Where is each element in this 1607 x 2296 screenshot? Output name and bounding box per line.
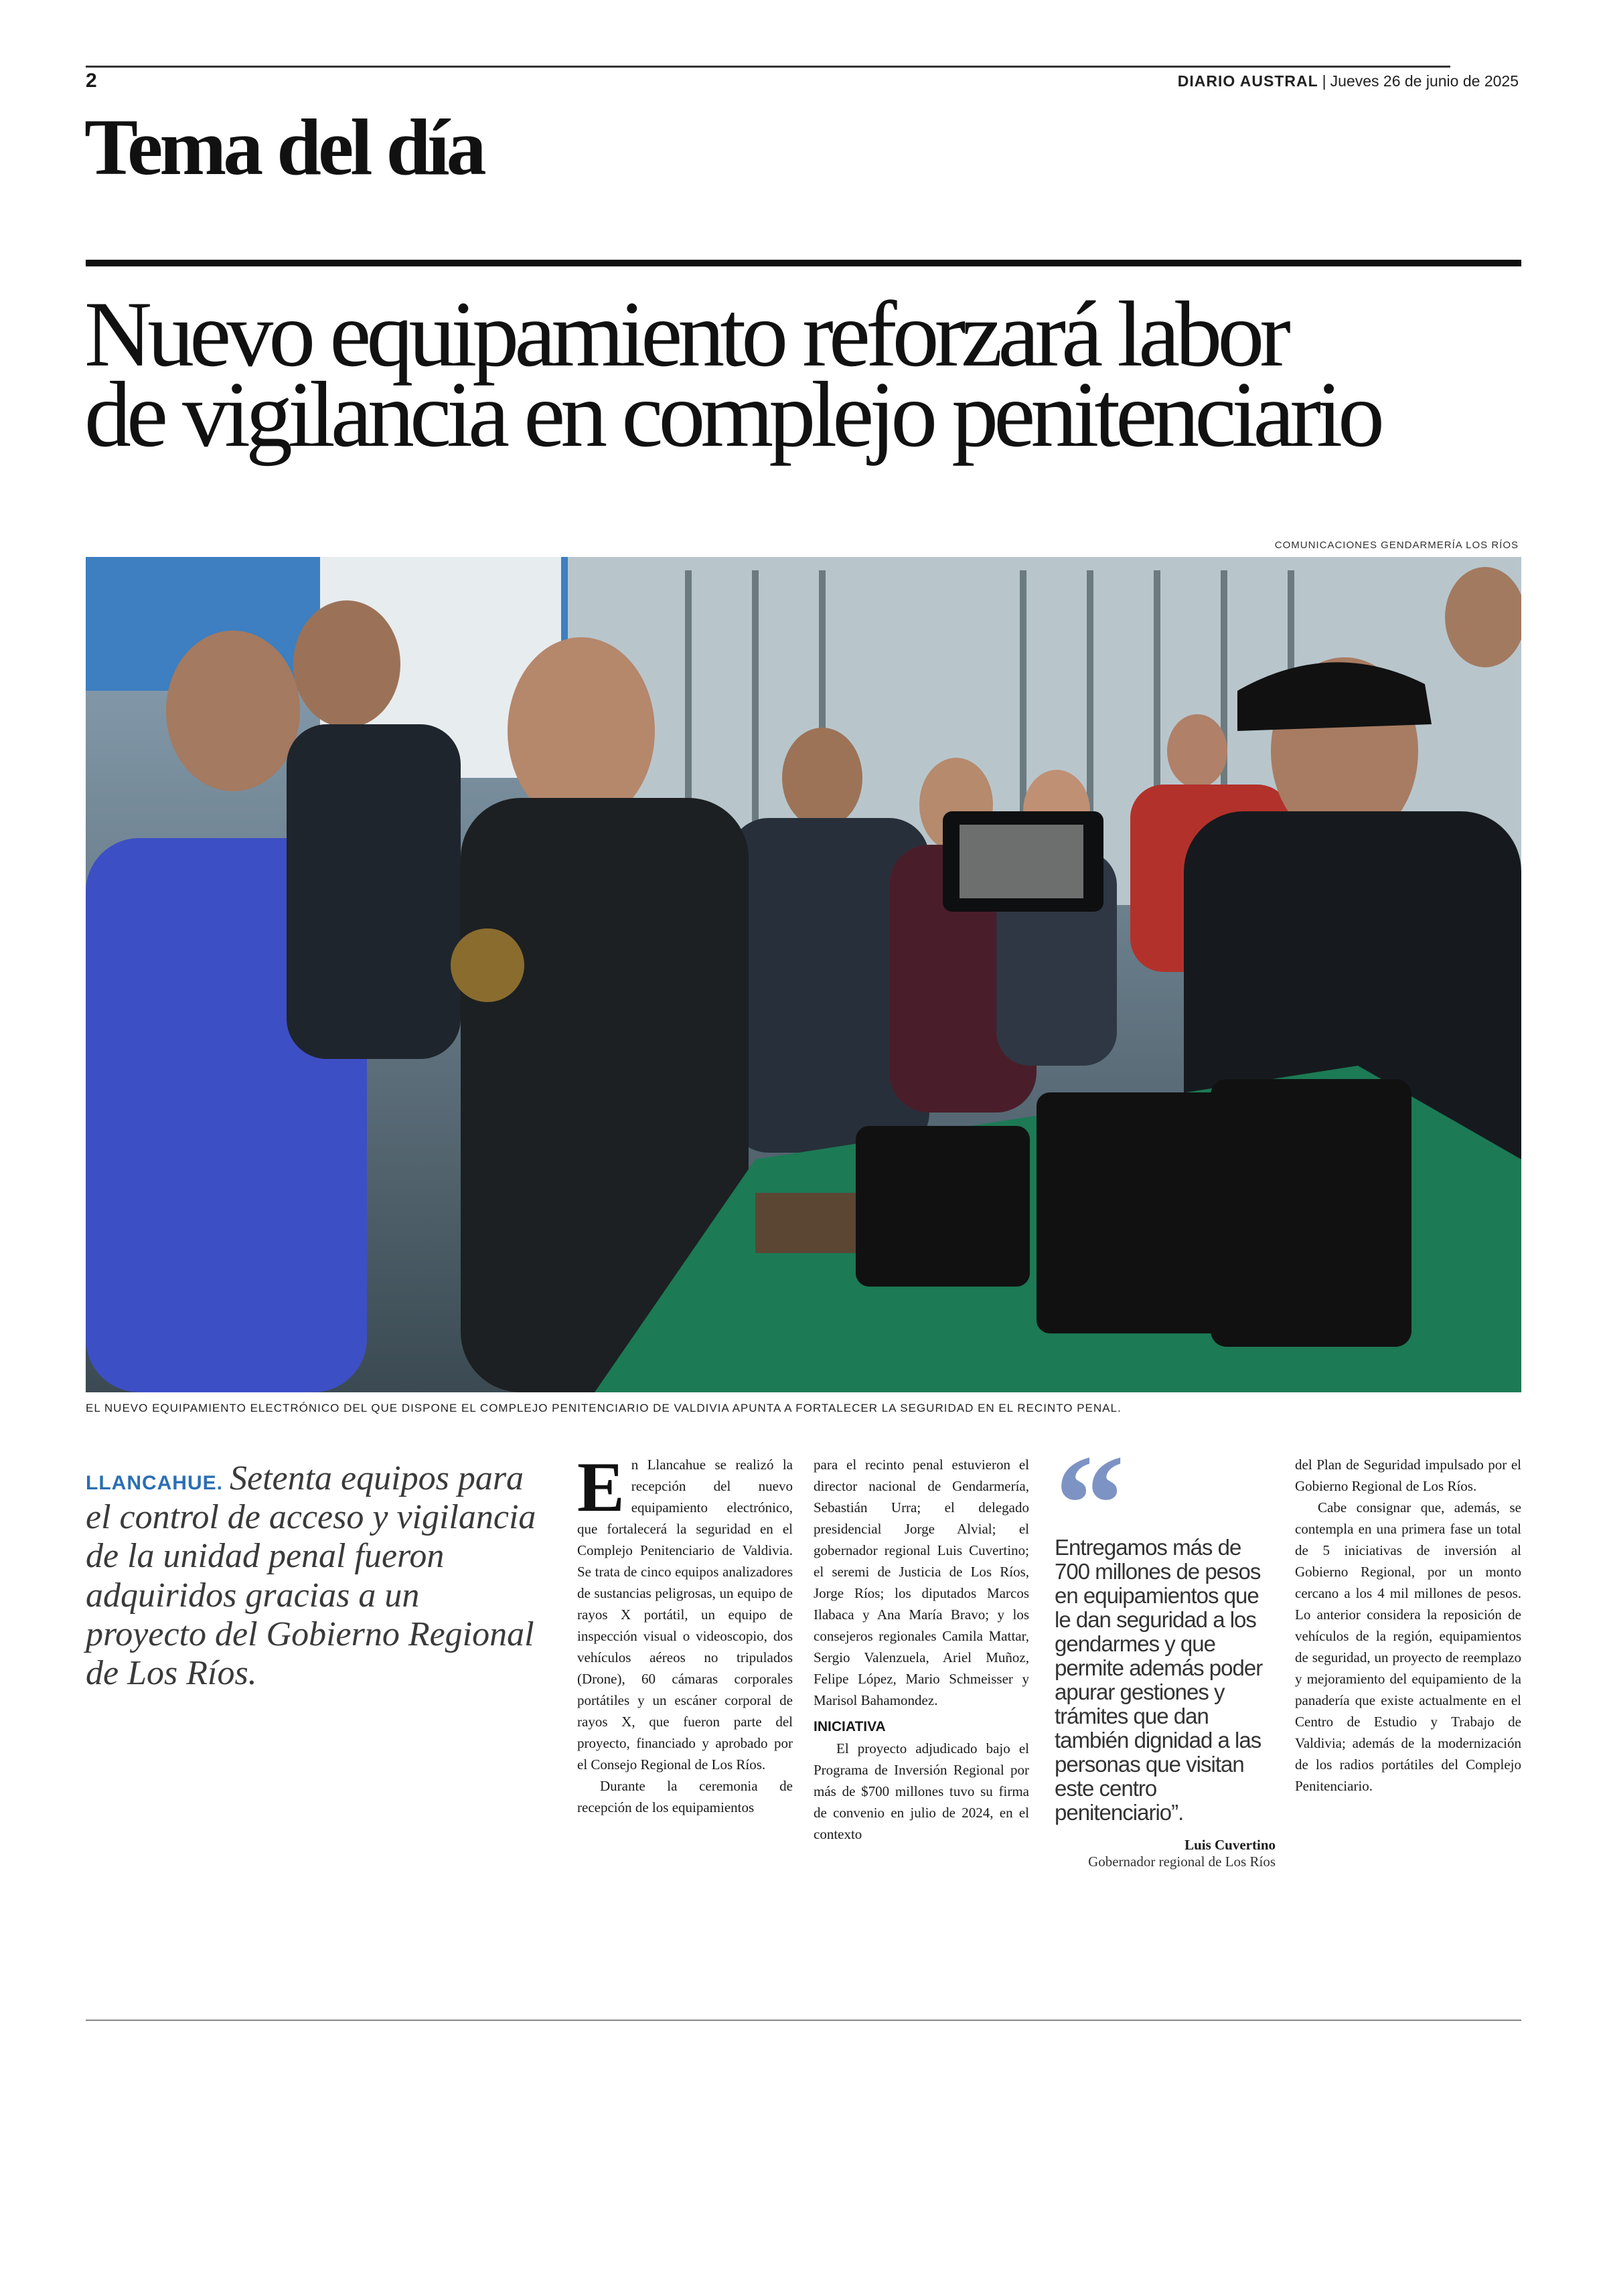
body-paragraph: El proyecto adjudicado bajo el Programa de Inversión Regional por más de $700 millones tuvo su firma de convenio en julio de 2024, en el contexto bbox=[814, 1740, 1029, 1842]
body-paragraph: Durante la ceremonia de recepción de los equipamientos bbox=[577, 1778, 793, 1815]
section-rule bbox=[86, 260, 1521, 266]
body-paragraph: Cabe consignar que, además, se contempla en una primera fase un total de 5 iniciativas de inversión al Gobierno Regional, por un monto cercano a los 4 mil millones de pesos. Lo anterior considera la reposición de vehículos de la región, equipamientos de seguridad, un proyecto de reemplazo y mejoramiento del equipamiento de la panadería que existe actualmente en el Centro de Estudio y Trabajo de Valdivia; además de la modernización de los radios portátiles del Complejo Penitenciario. bbox=[1295, 1499, 1521, 1794]
newspaper-name: DIARIO AUSTRAL bbox=[1177, 72, 1318, 90]
dateline-separator: | bbox=[1322, 72, 1326, 90]
body-paragraph: para el recinto penal estuvieron el director nacional de Gendarmería, Sebastián Urra; el delegado presidencial Jorge Alvial; el gobernador regional Luis Cuvertino; el seremi de Justicia de Los Ríos, Jorge Ríos; los diputados Marcos Ilabaca y Ana María Bravo; y los consejeros regionales Camila Mattar, Sergio Valenzuela, Ariel Muñoz, Felipe López, Mario Schmeisser y Marisol Bahamondez. bbox=[814, 1457, 1029, 1708]
body-paragraph: n Llancahue se realizó la recepción del nuevo equipamiento electrónico, que fortalecerá la seguridad en el Complejo Penitenciario de Valdivia. Se trata de cinco equipos analizadores de sustancias peligrosas, un equipo de rayos X portátil, un equipo de inspección visual o videoscopio, dos vehículos aéreos no tripulados (Drone), 60 cámaras corporales portátiles y un escáner corporal de rayos X, que fueron parte del proyecto, financiado y aprobado por el Consejo Regional de Los Ríos. bbox=[577, 1457, 793, 1773]
dateline bbox=[1178, 72, 1519, 90]
bottom-rule bbox=[86, 2020, 1521, 2021]
photo-illustration bbox=[86, 557, 1521, 1392]
pull-quote bbox=[1055, 1454, 1276, 1870]
headline-line-1: Nuevo equipamiento reforzará labor bbox=[84, 282, 1286, 386]
top-rule bbox=[86, 66, 1450, 68]
article-headline bbox=[84, 282, 1524, 467]
photo-caption: EL NUEVO EQUIPAMIENTO ELECTRÓNICO DEL QUE DISPONE EL COMPLEJO PENITENCIARIO DE VALDIVIA APUNTA A FORTALECER LA SEGURIDAD EN EL RECINTO PENAL. bbox=[86, 1402, 1122, 1414]
quote-author: Luis Cuvertino bbox=[1184, 1837, 1276, 1853]
lead-paragraph bbox=[86, 1459, 548, 1693]
dropcap: E bbox=[577, 1448, 625, 1526]
page-number: 2 bbox=[86, 70, 97, 92]
subhead: INICIATIVA bbox=[814, 1719, 886, 1734]
quote-mark-icon bbox=[1055, 1454, 1276, 1529]
lead-text: Setenta equipos para el control de acceso y vigilancia de la unidad penal fueron adquiridos gracias a un proyecto del Gobierno Regional de Los Ríos. bbox=[86, 1459, 536, 1693]
body-column-1 bbox=[577, 1448, 793, 1818]
body-column-2 bbox=[814, 1454, 1029, 1845]
section-title: Tema del día bbox=[84, 102, 483, 191]
headline-line-2: de vigilancia en complejo penitenciario bbox=[84, 363, 1381, 467]
photo-credit: COMUNICACIONES GENDARMERÍA LOS RÍOS bbox=[1274, 540, 1519, 551]
quote-author-role: Gobernador regional de Los Ríos bbox=[1088, 1854, 1276, 1870]
quote-text: Entregamos más de 700 millones de pesos en equipamientos que le dan seguridad a los gendarmes y que permite además poder apurar gestiones y trámites que dan también dignidad a las personas que visitan este centro penitenciario”. bbox=[1055, 1535, 1263, 1825]
body-paragraph: del Plan de Seguridad impulsado por el Gobierno Regional de Los Ríos. bbox=[1295, 1457, 1521, 1494]
article-photo bbox=[86, 557, 1521, 1392]
body-column-4 bbox=[1295, 1454, 1521, 1797]
issue-date: Jueves 26 de junio de 2025 bbox=[1330, 72, 1519, 90]
kicker: LLANCAHUE. bbox=[86, 1472, 223, 1494]
